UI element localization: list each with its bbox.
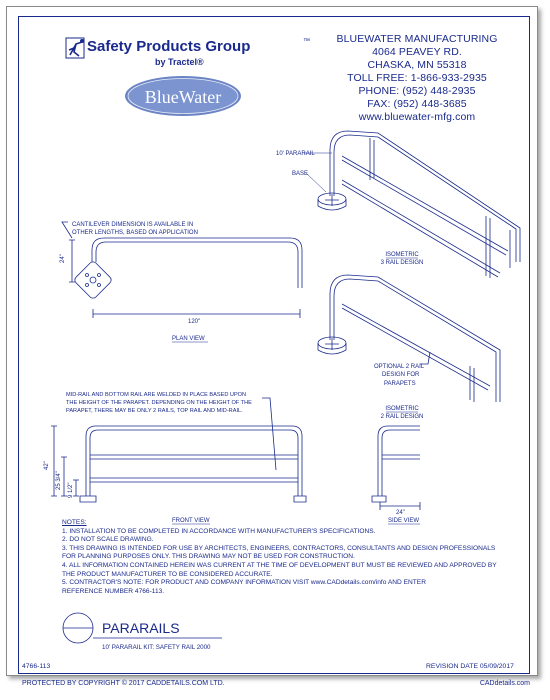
logo-sub: by Tractel® — [155, 57, 204, 67]
note-line: 5. CONTRACTOR'S NOTE: FOR PRODUCT AND COMPANY INFORMATION VISIT www.CADdetails.com/info AND ENTER — [62, 579, 426, 587]
logo-brand: BlueWater — [144, 87, 222, 107]
title-subtitle: 10' PARARAIL KIT: SAFETY RAIL 2000 — [102, 644, 211, 651]
logo-company: Safety Products Group — [87, 38, 251, 55]
dim-120: 120" — [188, 319, 201, 325]
notes-section — [62, 519, 497, 596]
label-side-view: SIDE VIEW — [388, 518, 420, 524]
label-mid-1: MID-RAIL AND BOTTOM RAIL ARE WELDED IN PLACE BASED UPON — [66, 392, 247, 398]
note-line: 4. ALL INFORMATION CONTAINED HEREIN WAS CURRENT AT THE TIME OF DEVELOPMENT BUT MUST BE REVIEWED AND APPROVED BY — [62, 561, 497, 569]
label-front-view: FRONT VIEW — [172, 518, 210, 524]
dim-24-side: 24" — [396, 510, 405, 516]
title-pararails: PARARAILS — [102, 620, 180, 636]
bluewater-badge — [125, 76, 241, 116]
logo-tm: ™ — [303, 38, 310, 45]
label-optional-3: PARAPETS — [384, 381, 416, 387]
label-mid-3: PARAPET, THERE MAY BE ONLY 2 RAILS, TOP RAIL AND MID-RAIL. — [66, 408, 243, 414]
label-iso2-a: ISOMETRIC — [385, 406, 419, 412]
reference-number: 4766-113 — [22, 663, 51, 670]
dim-24-plan: 24" — [60, 254, 66, 263]
label-iso2-b: 2 RAIL DESIGN — [380, 414, 424, 420]
safety-products-logo — [66, 38, 310, 67]
copyright-text: PROTECTED BY COPYRIGHT © 2017 CADDETAILS.COM LTD. — [22, 680, 225, 687]
label-cantilever-2: OTHER LENGTHS, BASED ON APPLICATION — [72, 230, 198, 236]
label-base: BASE — [292, 171, 309, 177]
manufacturer-info — [332, 33, 502, 124]
caddetails-link[interactable]: CADdetails.com — [479, 680, 530, 687]
plan-view — [62, 222, 302, 318]
notes-title: NOTES: — [62, 519, 87, 526]
manufacturer-phone: PHONE: (952) 448-2935 — [358, 85, 476, 97]
label-iso3-a: ISOMETRIC — [385, 252, 419, 258]
label-optional-2: DESIGN FOR — [382, 372, 420, 378]
side-view — [372, 426, 420, 510]
manufacturer-tollfree: TOLL FREE: 1-866-933-2935 — [347, 72, 487, 84]
label-pararail: 10' PARARAIL — [276, 151, 315, 157]
label-iso3-b: 3 RAIL DESIGN — [380, 260, 424, 266]
manufacturer-address1: 4064 PEAVEY RD. — [372, 46, 462, 58]
note-line: THE PRODUCT MANUFACTURER TO BE CONSIDERED ACCURATE. — [62, 570, 273, 578]
manufacturer-address2: CHASKA, MN 55318 — [367, 59, 467, 71]
isometric-3-rail — [318, 131, 520, 278]
manufacturer-fax: FAX: (952) 448-3685 — [367, 98, 467, 110]
note-line: 1. INSTALLATION TO BE COMPLETED IN ACCORDANCE WITH MANUFACTURER'S SPECIFICATIONS. — [62, 527, 376, 535]
dim-9-12: 9 1/2" — [68, 482, 74, 498]
revision-date: REVISION DATE 05/09/2017 — [426, 663, 514, 670]
label-plan-view: PLAN VIEW — [172, 336, 205, 342]
note-line: 2. DO NOT SCALE DRAWING. — [62, 536, 154, 544]
note-line: 3. THIS DRAWING IS INTENDED FOR USE BY ARCHITECTS, ENGINEERS, CONTRACTORS, CONSULTANTS AND DESIGN PROFESSIONALS — [62, 544, 496, 552]
label-cantilever-1: CANTILEVER DIMENSION IS AVAILABLE IN — [72, 222, 194, 228]
note-line: FOR PLANNING PURPOSES ONLY. THIS DRAWING MAY NOT BE USED FOR CONSTRUCTION. — [62, 553, 355, 561]
label-mid-2: THE HEIGHT OF THE PARAPET. DEPENDING ON THE HEIGHT OF THE — [66, 400, 252, 406]
dim-25-34: 25 3/4" — [56, 471, 62, 490]
manufacturer-name: BLUEWATER MANUFACTURING — [336, 33, 498, 45]
label-optional-1: OPTIONAL 2 RAIL — [374, 364, 425, 370]
dim-42: 42" — [44, 461, 50, 470]
note-line: REFERENCE NUMBER 4766-113. — [62, 587, 165, 595]
manufacturer-web[interactable]: www.bluewater-mfg.com — [358, 111, 476, 123]
